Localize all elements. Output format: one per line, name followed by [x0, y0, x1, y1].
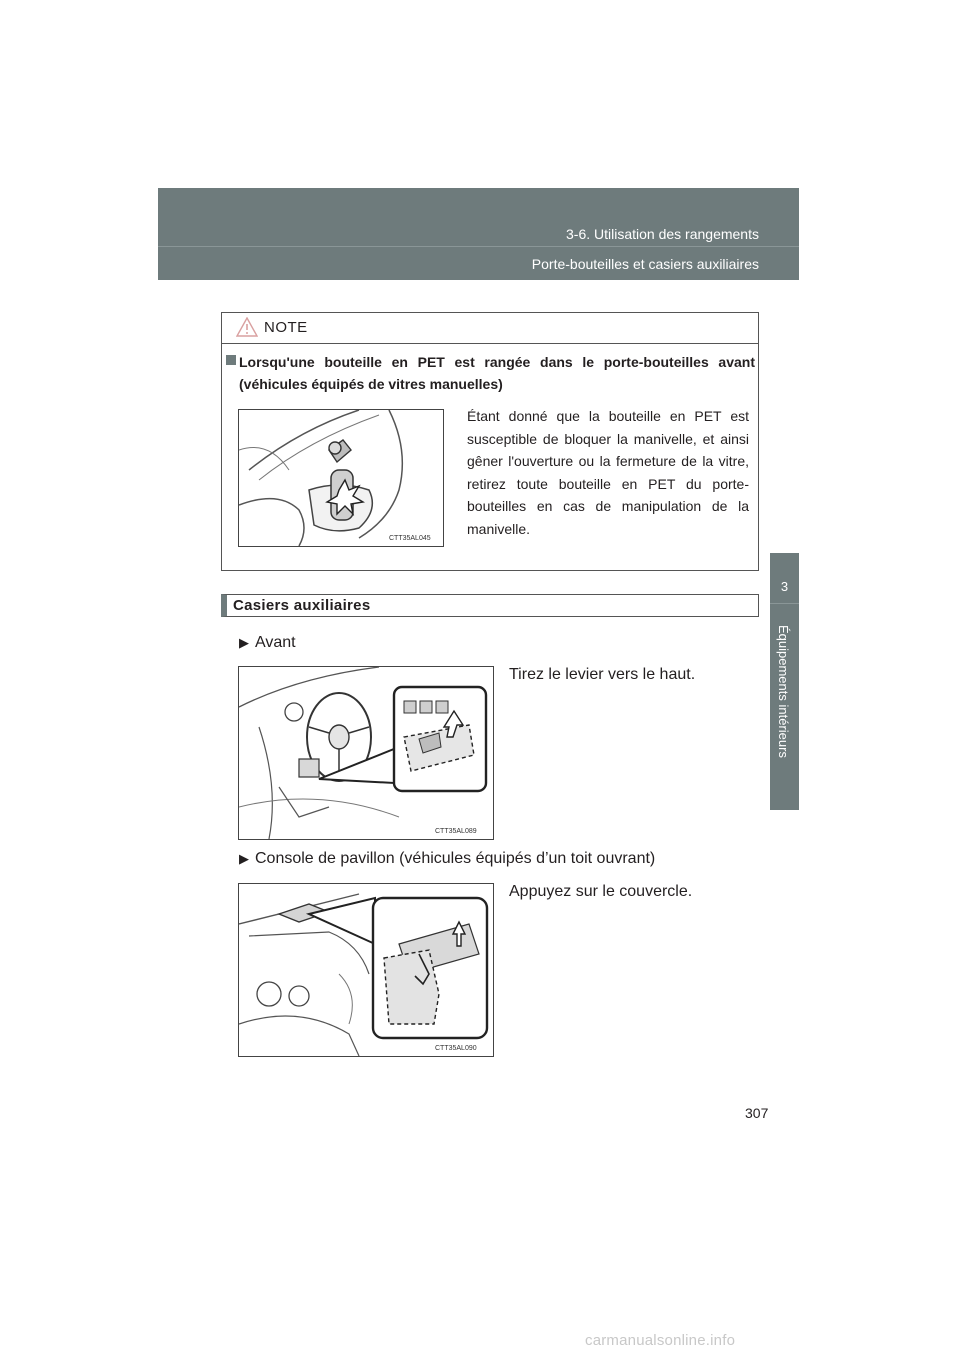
note-box	[221, 312, 759, 571]
right-triangle-icon: ▶	[239, 851, 249, 866]
note-body-text: Étant donné que la bouteille en PET est susceptible de bloquer la manivelle, et ainsi gêner l'ouverture ou la fermeture de la vitre, retirez toute bouteille en PET du porte-bouteilles en cas de manipulation de la manivelle.	[467, 408, 749, 537]
note-image-code: CTT35AL045	[389, 535, 431, 542]
console-image-code: CTT35AL090	[435, 1045, 477, 1052]
right-triangle-icon: ▶	[239, 635, 249, 650]
chapter-number: 3	[780, 579, 789, 594]
chapter-side-tab	[770, 553, 799, 810]
page-number: 307	[745, 1105, 769, 1121]
watermark: carmanualsonline.info	[585, 1332, 736, 1349]
header-divider	[158, 246, 799, 247]
header-section-title: 3-6. Utilisation des rangements	[566, 226, 759, 242]
overhead-console-illustration	[238, 883, 494, 1057]
chapter-title: Équipements intérieurs	[776, 625, 791, 758]
bottle-holder-illustration	[238, 409, 444, 547]
front-storage-illustration	[238, 666, 494, 840]
item-avant-instruction: Tirez le levier vers le haut.	[509, 666, 696, 683]
item-avant-label: ▶ Avant	[239, 634, 296, 651]
front-image-code: CTT35AL089	[435, 828, 477, 835]
header-band	[158, 188, 799, 280]
chapter-tab-divider	[770, 603, 799, 604]
square-bullet-icon	[226, 355, 236, 365]
note-header	[222, 313, 758, 344]
warning-triangle-icon	[236, 317, 258, 342]
note-heading: Lorsqu'une bouteille en PET est rangée dans le porte-bouteilles avant (véhicules équipés de vitres manuelles)	[239, 354, 755, 392]
item-console-label: ▶ Console de pavillon (véhicules équipés d’un toit ouvrant)	[239, 850, 656, 867]
note-title: NOTE	[264, 319, 308, 336]
item-console-instruction: Appuyez sur le couvercle.	[509, 883, 693, 900]
section-title: Casiers auxiliaires	[233, 597, 371, 614]
section-title-bar	[221, 594, 759, 617]
header-subsection-title: Porte-bouteilles et casiers auxiliaires	[531, 256, 759, 272]
